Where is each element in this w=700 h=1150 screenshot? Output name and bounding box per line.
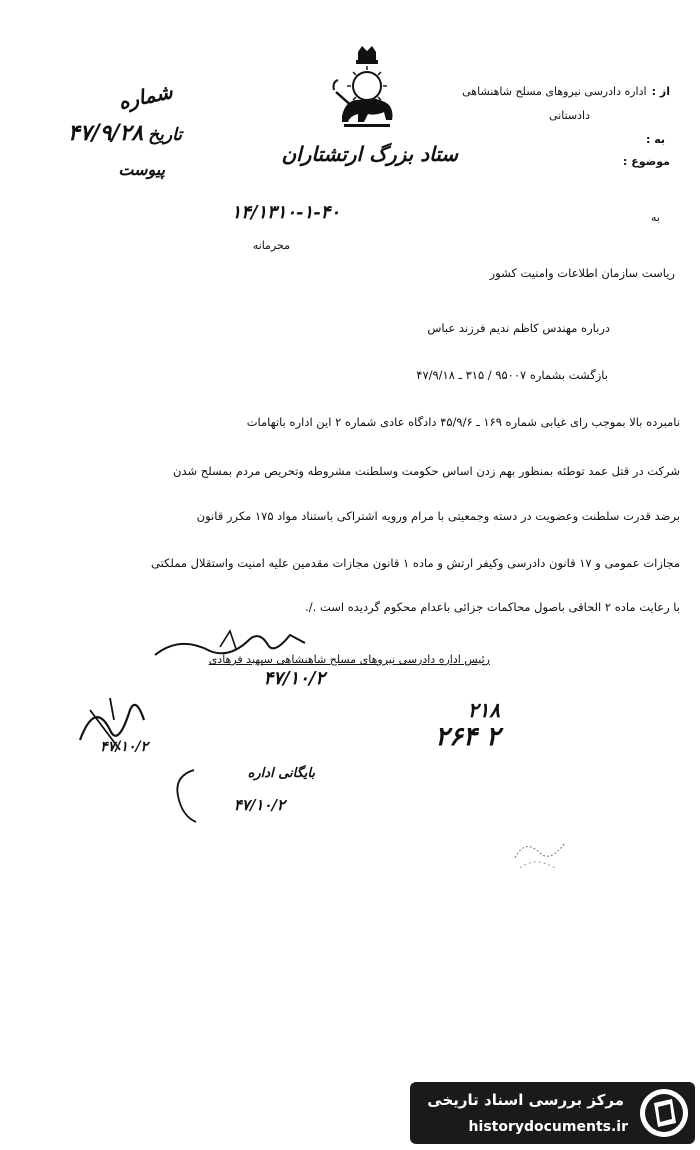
to-label: به : [645, 133, 665, 146]
body-line-1: نامبرده بالا بموجب رای غیابی شماره ۱۶۹ ـ ۴۵/۹/۶ دادگاه عادی شماره ۲ این اداره باتهامات [246, 415, 680, 429]
history-documents-logo [638, 1087, 690, 1139]
lion-and-sun-emblem [332, 46, 402, 132]
body-line-5: با رعایت ماده ۲ الحاقی باصول محاکمات جزائی باعدام محکوم گردیده است ./. [305, 600, 680, 614]
date-field [22, 120, 182, 146]
to-field [620, 128, 665, 147]
from-sub: دادستانی [549, 109, 590, 122]
left-initial-date: ۴۷/۱۰/۲ [100, 739, 148, 755]
body-line-4: مجازات عمومی و ۱۷ قانون دادرسی وکیفر ارتش و ماده ۱ قانون مجازات مقدمین علیه امنیت واستقلال مملکتی [150, 556, 680, 570]
archive-note-line1: بایگانی اداره [247, 766, 315, 781]
number-field [116, 78, 180, 114]
confidential-stamp: محرمانه [252, 239, 290, 252]
footer-site: historydocuments.ir [468, 1119, 628, 1135]
body-line-2: شرکت در قتل عمد توطئه بمنظور بهم زدن اساس حکومت وسلطنت مشروطه وتحریص مردم بمسلح شدن [173, 464, 680, 478]
to-marker: به [651, 211, 660, 224]
footer-org-name: مرکز بررسی اسناد تاریخی [427, 1091, 624, 1109]
signature-date: ۴۷/۱۰/۲ [263, 668, 325, 689]
from-label: از : [651, 85, 670, 98]
attachment-label: پیوست [118, 160, 165, 179]
footer-watermark [410, 1082, 695, 1144]
regarding: درباره مهندس کاظم ندیم فرزند عباس [427, 321, 610, 335]
reference-number: ۱۴/۱۳۱۰-۱-۴۰ [231, 202, 340, 223]
recipient: ریاست سازمان اطلاعات وامنیت کشور [489, 266, 675, 280]
from-field [420, 80, 670, 99]
date-label: تاریخ [148, 125, 182, 145]
subject-label: موضوع : [623, 155, 670, 168]
faint-stamp-mark [505, 828, 575, 878]
registry-number-1: ۲۱۸ [467, 698, 500, 722]
subject-field [600, 150, 670, 169]
body-line-3: برضد قدرت سلطنت وعضویت در دسته وجمعیتی با مرام ورویه اشتراکی باستناد مواد ۱۷۵ مکرر قانون [196, 509, 680, 523]
reference-letter: بازگشت بشماره ۹۵۰۰۷ / ۳۱۵ ـ ۴۷/۹/۱۸ [416, 368, 608, 382]
attachment-field [100, 160, 165, 179]
letterhead-title: ستاد بزرگ ارتشتاران [281, 142, 458, 166]
registry-number-2: ۲ ۲۶۴ [435, 722, 500, 752]
from-value: اداره دادرسی نیروهای مسلح شاهنشاهی [462, 85, 647, 98]
signature-title: رئیس اداره دادرسی نیروهای مسلح شاهنشاهی سپهبد فرهادی [208, 653, 490, 666]
archive-note-line2: ۴۷/۱۰/۲ [233, 796, 285, 814]
number-label: شماره [116, 79, 175, 114]
date-value: ۴۷/۹/۲۸ [67, 120, 144, 146]
